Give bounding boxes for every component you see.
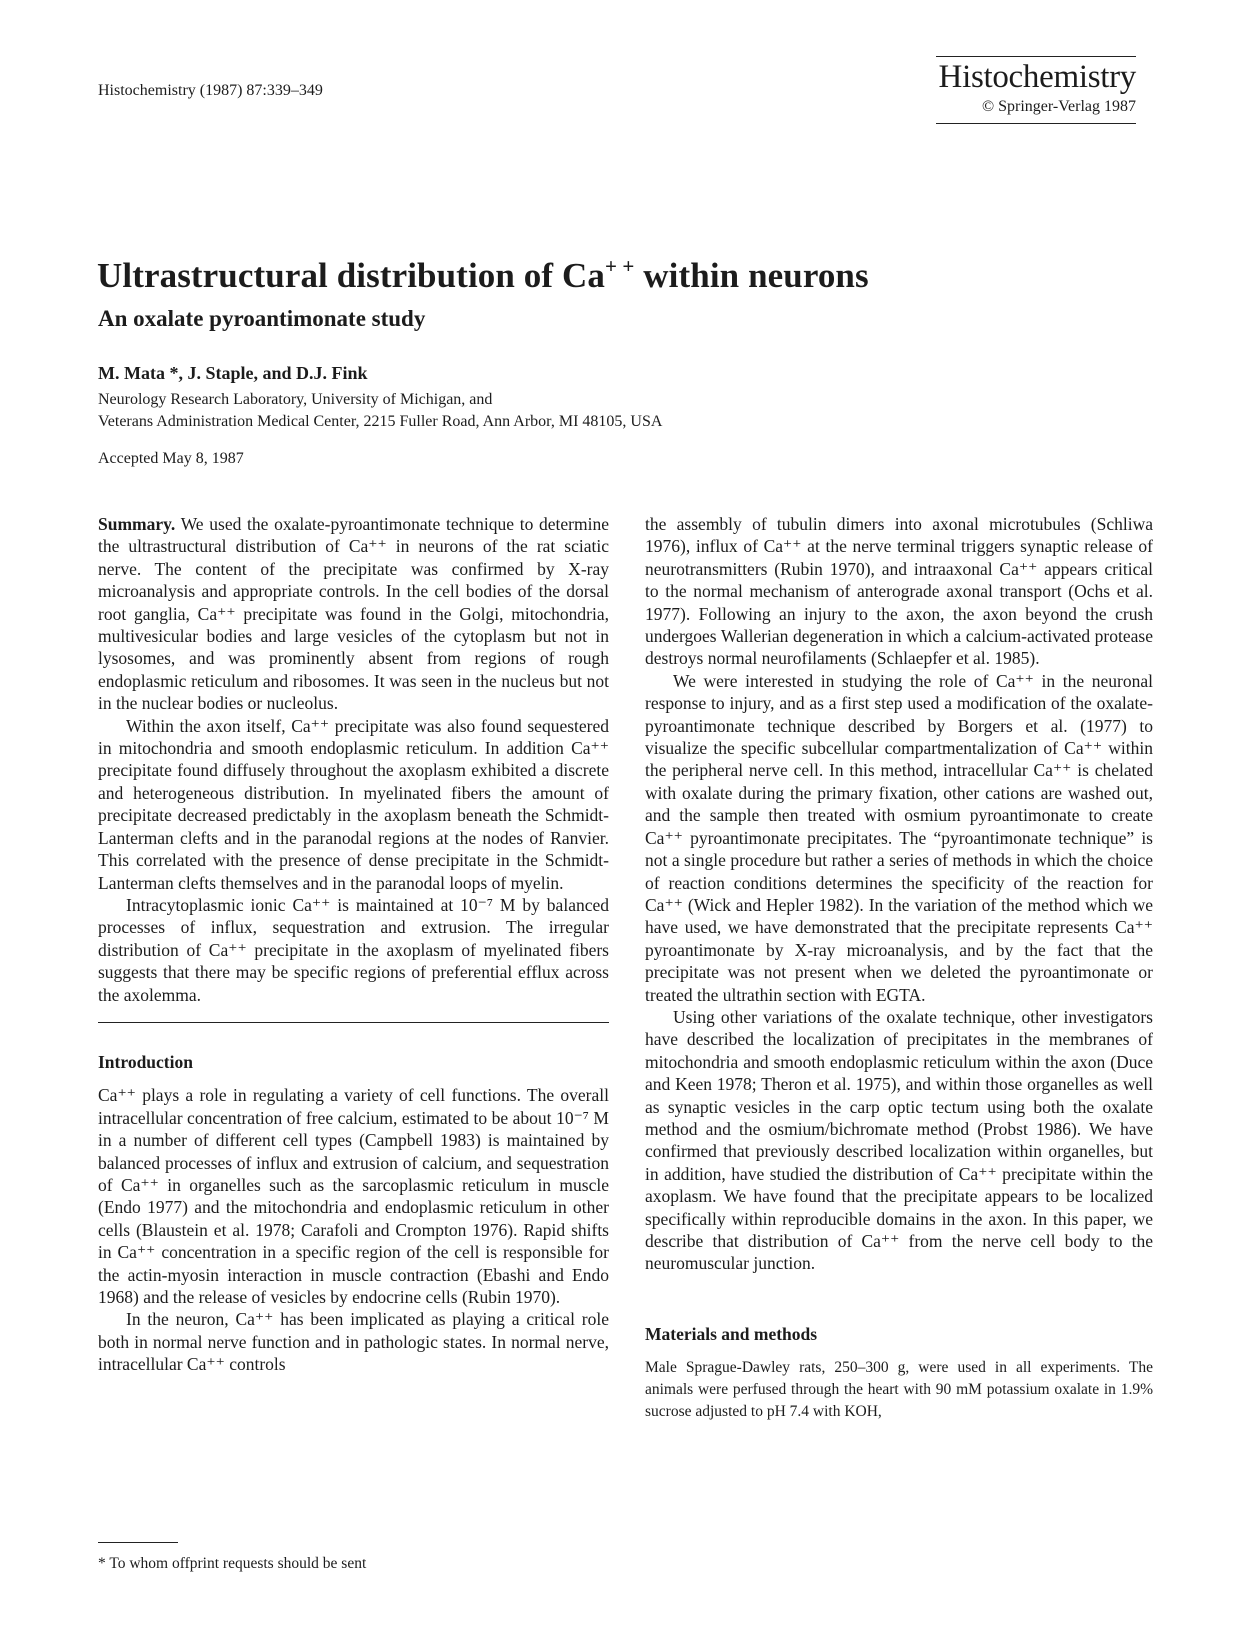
summary-label: Summary. xyxy=(98,514,176,534)
summary-paragraph-1 xyxy=(98,513,609,715)
introduction-paragraph-2: In the neuron, Ca⁺⁺ has been implicated as playing a critical role both in normal nerve function and in pathologic states. In normal nerve, intracellular Ca⁺⁺ controls xyxy=(98,1309,609,1375)
left-column xyxy=(98,513,609,1376)
affiliation xyxy=(98,389,662,433)
introduction-paragraph-1: Ca⁺⁺ plays a role in regulating a variety of cell functions. The overall intracellular concentration of free calcium, estimated to be about 10⁻⁷ M in a number of different cell types (Campbell 1983) is maintained by balanced processes of influx and extrusion of calcium, and sequestration of Ca⁺⁺ in organelles such as the sarcoplasmic reticulum in muscle (Endo 1977) and the mitochondria and endoplasmic reticulum in other cells (Blaustein et al. 1978; Carafoli and Crompton 1976). Rapid shifts in Ca⁺⁺ concentration in a specific region of the cell is responsible for the actin-myosin interaction in muscle contraction (Ebashi and Endo 1968) and the release of vesicles by endocrine cells (Rubin 1970). xyxy=(98,1085,609,1307)
article-subtitle: An oxalate pyroantimonate study xyxy=(98,306,426,331)
introduction-paragraph-5: Using other variations of the oxalate technique, other investigators have described the localization of precipitates in the membranes of mitochondria and smooth endoplasmic reticulum within the axon (Duce and Keen 1978; Theron et al. 1975), and within those organelles as well as synaptic vesicles in the carp optic tectum using both the oxalate method and the osmium/bichromate method (Probst 1986). We have confirmed that previously described localization within organelles, but in addition, have studied the distribution of Ca⁺⁺ precipitate within the axoplasm. We have found that the precipitate appears to be localized specifically within reproducible domains in the axon. In this paper, we describe that distribution of Ca⁺⁺ from the nerve cell body to the neuromuscular junction. xyxy=(645,1006,1153,1274)
journal-citation: Histochemistry (1987) 87:339–349 xyxy=(98,82,323,99)
right-column xyxy=(645,513,1153,1423)
affiliation-line-2: Veterans Administration Medical Center, 2215 Fuller Road, Ann Arbor, MI 48105, USA xyxy=(98,413,663,430)
journal-brand xyxy=(936,56,1136,124)
article-title xyxy=(97,254,869,296)
introduction-paragraph-4: We were interested in studying the role of Ca⁺⁺ in the neuronal response to injury, and as a first step used a modification of the oxalate-pyroantimonate technique described by Borgers et al. (1977) to visualize the specific subcellular compartmentalization of Ca⁺⁺ within the peripheral nerve cell. In this method, intracellular Ca⁺⁺ is chelated with oxalate during the primary fixation, other cations are washed out, and the sample then treated with osmium pyroantimonate to create Ca⁺⁺ pyroantimonate precipitates. The “pyroantimonate technique” is not a single procedure but rather a series of methods in which the choice of reaction conditions determines the specificity of the reaction for Ca⁺⁺ (Wick and Hepler 1982). In the variation of the method which we have used, we have demonstrated that the precipitate represents Ca⁺⁺ pyroantimonate by X-ray microanalysis, and by the fact that the precipitate was not present when we deleted the pyroantimonate or treated the ultrathin section with EGTA. xyxy=(645,670,1153,1005)
title-superscript: + + xyxy=(604,254,635,278)
summary-paragraph-3: Intracytoplasmic ionic Ca⁺⁺ is maintained at 10⁻⁷ M by balanced processes of influx, sequestration and extrusion. The irregular distribution of Ca⁺⁺ precipitate in the axoplasm of myelinated fibers suggests that there may be specific regions of preferential efflux across the axolemma. xyxy=(98,894,609,1005)
journal-name: Histochemistry xyxy=(938,59,1136,95)
affiliation-line-1: Neurology Research Laboratory, University of Michigan, and xyxy=(98,391,493,408)
summary-text-1: We used the oxalate-pyroantimonate technique to determine the ultrastructural distribution of Ca⁺⁺ in neurons of the rat sciatic nerve. The content of the precipitate was confirmed by X-ray microanalysis and appropriate controls. In the cell bodies of the dorsal root ganglia, Ca⁺⁺ precipitate was found in the Golgi, mitochondria, multivesicular bodies and large vesicles of the cytoplasm but not in lysosomes, and was prominently absent from regions of rough endoplasmic reticulum and ribosomes. It was seen in the nucleus but not in the nuclear bodies or nucleolus. xyxy=(98,514,609,714)
methods-paragraph-1: Male Sprague-Dawley rats, 250–300 g, were used in all experiments. The animals were perfused through the heart with 90 mM potassium oxalate in 1.9% sucrose adjusted to pH 7.4 with KOH, xyxy=(645,1359,1153,1421)
methods-heading: Materials and methods xyxy=(645,1323,818,1344)
accepted-date: Accepted May 8, 1987 xyxy=(98,450,244,467)
footnote-rule xyxy=(98,1542,178,1543)
introduction-heading: Introduction xyxy=(98,1051,193,1072)
title-tail: within neurons xyxy=(634,256,869,295)
author-list: M. Mata *, J. Staple, and D.J. Fink xyxy=(98,363,368,383)
summary-divider xyxy=(98,1022,609,1023)
summary-paragraph-2: Within the axon itself, Ca⁺⁺ precipitate was also found sequestered in mitochondria and smooth endoplasmic reticulum. In addition Ca⁺⁺ precipitate found diffusely throughout the axoplasm exhibited a discrete and heterogeneous distribution. In myelinated fibers the amount of precipitate decreased predictably in the axoplasm beneath the Schmidt-Lanterman clefts and in the paranodal regions at the nodes of Ranvier. This correlated with the presence of dense precipitate in the Schmidt-Lanterman clefts themselves and in the paranodal loops of myelin. xyxy=(98,715,609,893)
introduction-paragraph-3: the assembly of tubulin dimers into axonal microtubules (Schliwa 1976), influx of Ca⁺⁺ at the nerve terminal triggers synaptic release of neurotransmitters (Rubin 1970), and intraaxonal Ca⁺⁺ appears critical to the normal mechanism of anterograde axonal transport (Ochs et al. 1977). Following an injury to the axon, the axon beyond the crush undergoes Wallerian degeneration in which a calcium-activated protease destroys normal neurofilaments (Schlaepfer et al. 1985). xyxy=(645,514,1153,669)
copyright-line: © Springer-Verlag 1987 xyxy=(936,97,1136,124)
title-main: Ultrastructural distribution of Ca xyxy=(97,256,605,295)
footnote: * To whom offprint requests should be sent xyxy=(98,1555,367,1572)
